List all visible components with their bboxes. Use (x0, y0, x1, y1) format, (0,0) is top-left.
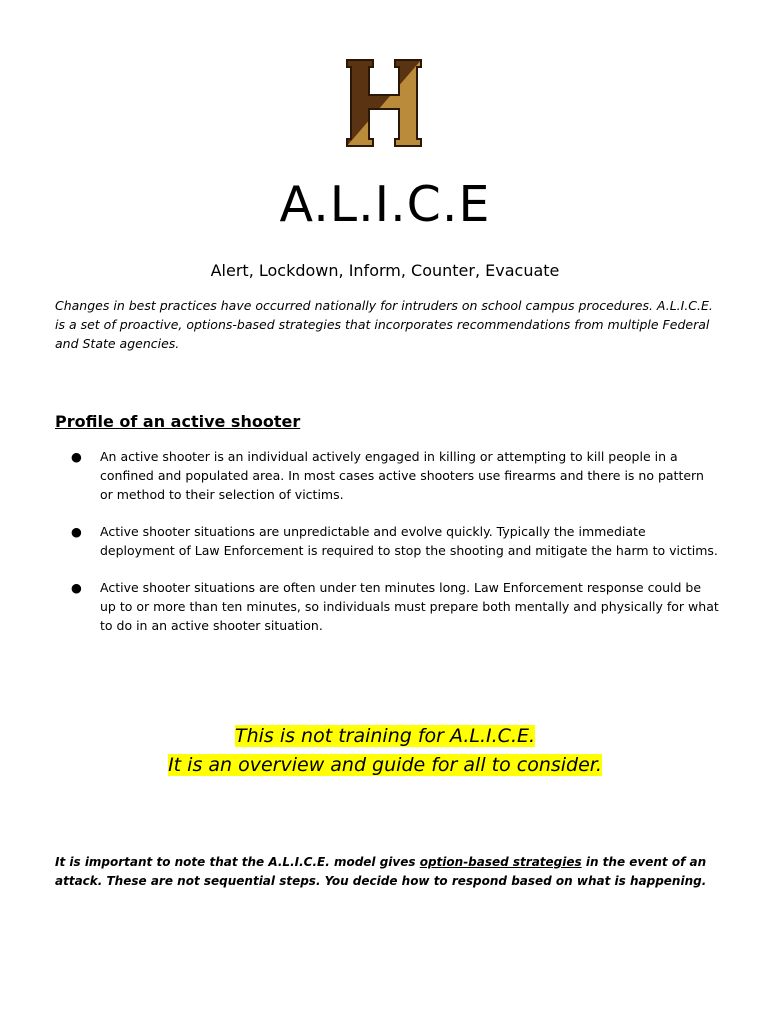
list-item-text: Active shooter situations are unpredictable and evolve quickly. Typically the immediate deployment of Law Enforcement is required to stop the shooting and mitigate the harm to victims. (100, 524, 718, 558)
page-title: A.L.I.C.E (279, 176, 491, 233)
profile-bullet-list (55, 447, 720, 653)
intro-paragraph: Changes in best practices have occurred nationally for intruders on school campus procedures. A.L.I.C.E. is a set of proactive, options-based strategies that incorporates recommendations from multiple Federal and State agencies. (55, 298, 713, 351)
section-heading-profile: Profile of an active shooter (55, 412, 301, 431)
school-h-logo (346, 59, 422, 147)
notice-line-1: This is not training for A.L.I.C.E. (234, 725, 536, 747)
h-logo-icon (346, 59, 422, 147)
option-based-strategies-text: option-based strategies (419, 855, 582, 869)
footer-note (55, 853, 735, 891)
list-item-text: Active shooter situations are often under ten minutes long. Law Enforcement response could be up to or more than ten minutes, so individuals must prepare both mentally and physically for what to do in an active shooter situation. (100, 580, 719, 633)
page-subtitle: Alert, Lockdown, Inform, Counter, Evacuate (210, 261, 560, 280)
bullet-icon: ● (71, 580, 82, 595)
highlighted-notice (0, 722, 770, 780)
footer-note-text-start: It is important to note that the A.L.I.C.E. model gives (55, 855, 420, 869)
footer-note-text-end: in the event of an attack. These are not sequential steps. You decide how to respond based on what is happening. (55, 855, 707, 888)
bullet-icon: ● (71, 449, 82, 464)
notice-line-2: It is an overview and guide for all to consider. (168, 754, 602, 776)
list-item (55, 447, 720, 504)
bullet-icon: ● (71, 524, 82, 539)
list-item-text: An active shooter is an individual actively engaged in killing or attempting to kill people in a confined and populated area. In most cases active shooters use firearms and there is no pattern or method to their selection of victims. (100, 449, 704, 502)
list-item (55, 522, 720, 560)
list-item (55, 578, 720, 635)
